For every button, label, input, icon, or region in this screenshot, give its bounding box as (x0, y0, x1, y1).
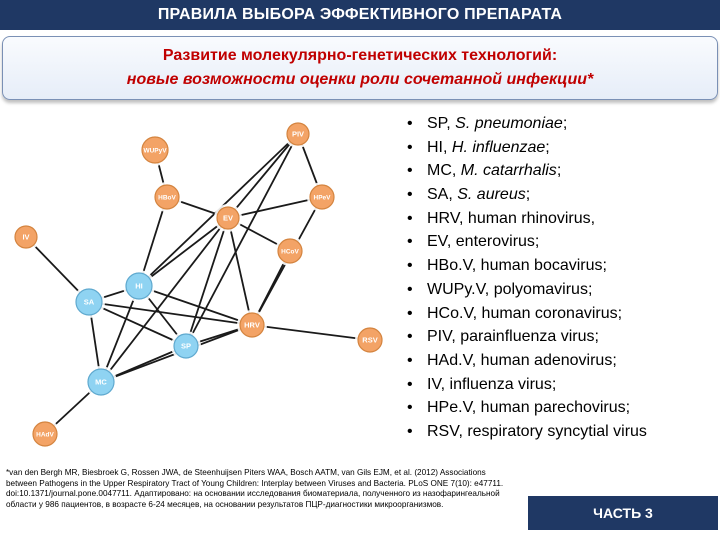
node-label: HI (135, 281, 143, 291)
node-hcov (275, 236, 305, 266)
legend-code: HBo.V (427, 257, 472, 275)
edge-ev-sp (186, 218, 228, 346)
subtitle-line-1: Развитие молекулярно-генетических технологий: (162, 47, 558, 64)
legend-item: • IV, influenza virus; (405, 373, 717, 397)
network-edges (26, 134, 370, 434)
legend-code: RSV (427, 422, 459, 440)
legend-item: • HI, H. influenzae; (405, 136, 717, 160)
part-label-button[interactable] (528, 496, 718, 530)
legend-item: • MC, M. catarrhalis; (405, 159, 717, 183)
legend-name: M. catarrhalis (460, 162, 557, 180)
node-hadv (30, 419, 60, 449)
node-piv (284, 120, 312, 148)
legend-name: respiratory syncytial virus (467, 422, 647, 440)
node-label: IV (22, 232, 30, 242)
slide-title: ПРАВИЛА ВЫБОРА ЭФФЕКТИВНОГО ПРЕПАРАТА (157, 6, 563, 23)
pathogen-legend (405, 112, 717, 444)
edge-ev-hrv (228, 218, 252, 325)
legend-name: parainfluenza virus (460, 328, 595, 346)
legend-code: HI (427, 138, 443, 156)
legend-code: HRV (427, 209, 460, 227)
legend-item: • RSV, respiratory syncytial virus (405, 420, 717, 444)
legend-code: HAd.V (427, 351, 472, 369)
node-label: PIV (291, 129, 305, 139)
node-label: HBoV (158, 194, 176, 202)
node-label: HCoV (281, 248, 299, 256)
node-rsv (355, 325, 385, 355)
legend-item: • PIV, parainfluenza virus; (405, 325, 717, 349)
legend-code: HCo.V (427, 304, 473, 322)
node-hrv (237, 310, 267, 340)
node-sp (171, 331, 201, 361)
node-hbov (152, 182, 182, 212)
node-wupyv (139, 134, 171, 166)
legend-name: H. influenzae (451, 138, 546, 156)
legend-code: EV (427, 233, 447, 251)
subtitle-line-2: новые возможности оценки роли сочетанной инфекции* (126, 71, 594, 88)
part-label: ЧАСТЬ 3 (593, 505, 653, 521)
legend-name: S. pneumoniae (455, 115, 563, 132)
legend-code: SP (427, 115, 447, 132)
legend-item: • HCo.V, human coronavirus; (405, 302, 717, 326)
legend-item: • WUPy.V, polyomavirus; (405, 278, 717, 302)
node-sa (73, 286, 105, 318)
footnote: *van den Bergh MR, Biesbroek G, Rossen JWA, de Steenhuijsen Piters WAA, Bosch AATM, van Gils EJM, et al. (2012) Associations between Pathogens in the Upper Respiratory Tract of Young Children: Interplay between Viruses and Bacteria. PLoS ONE 7(10): e47711. doi:10.1371/journal.pone.0047711. Адаптировано: на основании исследования биоматериала, полученного из назофарингеальной области у 986 пациентов, в возрасте 6-24 месяцев, на основании результатов ПЦР-диагностики микроорганизмов. (6, 468, 504, 509)
legend-item: • EV, enterovirus; (405, 230, 717, 254)
node-label: SA (83, 297, 95, 307)
legend-name: human parechovirus (480, 399, 626, 417)
legend-name: human rhinovirus (467, 209, 591, 227)
legend-code: WUPy.V (427, 280, 485, 298)
node-label: HAdV (36, 431, 54, 439)
pathogen-network-diagram (0, 100, 410, 450)
node-ev (214, 204, 242, 232)
legend-item: • HAd.V, human adenovirus; (405, 349, 717, 373)
subtitle-box (2, 36, 718, 100)
node-iv (12, 223, 40, 251)
legend-item: • SP, S. pneumoniae; (405, 112, 717, 136)
legend-name: human bocavirus (480, 257, 603, 275)
legend-name: influenza virus (449, 375, 552, 393)
legend-code: PIV (427, 328, 452, 346)
edge-hrv-rsv (252, 325, 370, 340)
node-label: RSV (362, 335, 378, 345)
node-hpev (307, 182, 337, 212)
node-label: SP (180, 341, 192, 351)
legend-name: human coronavirus (481, 304, 618, 322)
node-label: WUPyV (143, 147, 167, 155)
slide-title-bar (0, 0, 720, 30)
legend-item: • HRV, human rhinovirus, (405, 207, 717, 231)
legend-name: human adenovirus (480, 351, 613, 369)
node-label: MC (95, 377, 107, 387)
legend-code: IV (427, 375, 441, 393)
node-mc (85, 366, 117, 398)
legend-item: • HBo.V, human bocavirus; (405, 254, 717, 278)
legend-item: • SA, S. aureus; (405, 183, 717, 207)
legend-name: enterovirus (455, 233, 535, 251)
legend-code: SA (427, 186, 449, 204)
legend-name: S. aureus (457, 186, 526, 204)
legend-name: polyomavirus (493, 280, 588, 298)
node-label: HRV (244, 320, 260, 330)
node-hi (123, 270, 155, 302)
node-label: EV (222, 213, 234, 223)
legend-code: MC (427, 162, 452, 180)
legend-code: HPe.V (427, 399, 472, 417)
network-nodes (12, 120, 385, 449)
node-label: HPeV (313, 194, 331, 202)
legend-item: • HPe.V, human parechovirus; (405, 396, 717, 420)
